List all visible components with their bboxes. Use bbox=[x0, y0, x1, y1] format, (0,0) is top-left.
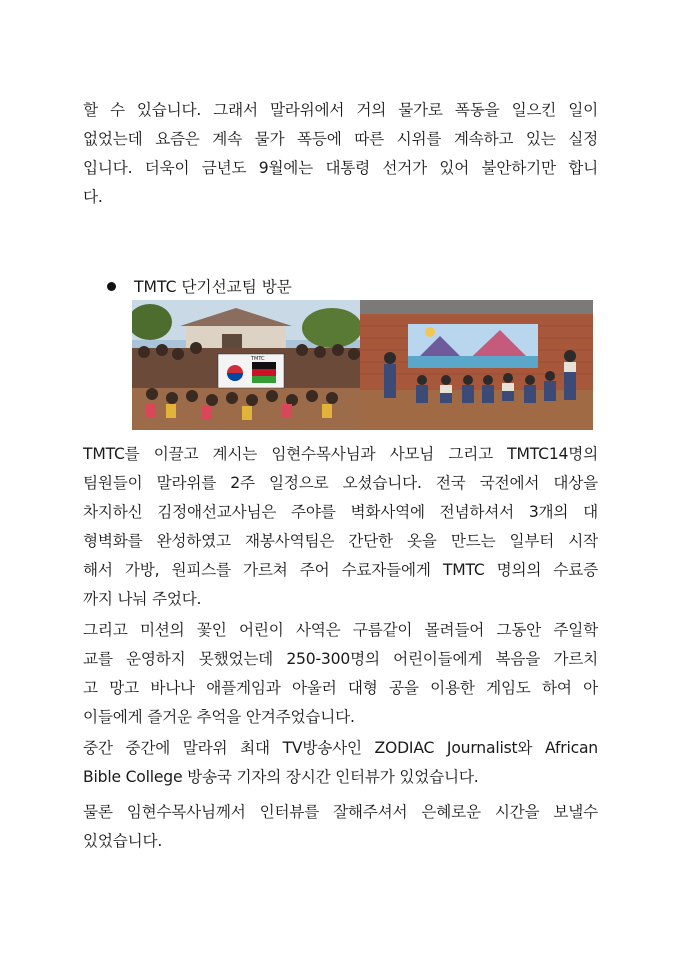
bullet-icon bbox=[107, 282, 116, 291]
paragraph-5-line: 있었습니다. bbox=[83, 832, 163, 850]
paragraph-1-line: 입니다. 더욱이 금년도 9월에는 대통령 선거가 있어 불안하기만 합니 bbox=[83, 159, 598, 177]
paragraph-3-line: 교를 운영하지 못했었는데 250-300명의 어린이들에게 복음을 가르치 bbox=[83, 650, 598, 668]
photo-strip bbox=[132, 300, 593, 430]
paragraph-2-line: 까지 나눠 주었다. bbox=[83, 590, 202, 608]
group-photo-with-flags bbox=[132, 300, 360, 430]
paragraph-2-line: 팀원들이 말라위를 2주 일정으로 오셨습니다. 전국 국전에서 대상을 bbox=[83, 474, 598, 492]
paragraph-4-line: 중간 중간에 말라위 최대 TV방송사인 ZODIAC Journalist와 African bbox=[83, 739, 598, 757]
mural-team-photo bbox=[360, 300, 593, 430]
paragraph-4-line: Bible College 방송국 기자의 장시간 인터뷰가 있었습니다. bbox=[83, 768, 479, 786]
paragraph-2 bbox=[83, 440, 598, 614]
paragraph-1-line: 할 수 있습니다. 그래서 말라위에서 거의 물가로 폭동을 일으킨 일이 bbox=[83, 101, 598, 119]
paragraph-5 bbox=[83, 798, 598, 856]
paragraph-3-line: 이들에게 즐거운 추억을 안겨주었습니다. bbox=[83, 708, 355, 726]
paragraph-1-line: 다. bbox=[83, 188, 103, 206]
section-bullet bbox=[107, 274, 292, 298]
paragraph-3 bbox=[83, 616, 598, 732]
paragraph-5-line: 물론 임현수목사님께서 인터뷰를 잘해주셔서 은혜로운 시간을 보낼수 bbox=[83, 803, 598, 821]
paragraph-2-line: 해서 가방, 원피스를 가르쳐 주어 수료자들에게 TMTC 명의의 수료증 bbox=[83, 561, 598, 579]
paragraph-1-line: 없었는데 요즘은 계속 물가 폭등에 따른 시위를 계속하고 있는 실정 bbox=[83, 130, 598, 148]
paragraph-2-line: 차지하신 김정애선교사님은 주야를 벽화사역에 전념하셔서 3개의 대 bbox=[83, 503, 598, 521]
paragraph-3-line: 그리고 미션의 꽃인 어린이 사역은 구름같이 몰려들어 그동안 주일학 bbox=[83, 621, 598, 639]
section-title: TMTC 단기선교팀 방문 bbox=[134, 278, 292, 296]
paragraph-4 bbox=[83, 734, 598, 792]
banner-text: TMTC bbox=[251, 356, 265, 362]
paragraph-2-line: TMTC를 이끌고 계시는 임현수목사님과 사모님 그리고 TMTC14명의 bbox=[83, 445, 598, 463]
paragraph-3-line: 고 망고 바나나 애플게임과 아울러 대형 공을 이용한 게임도 하여 아 bbox=[83, 679, 598, 697]
paragraph-1 bbox=[83, 96, 598, 212]
paragraph-2-line: 형벽화를 완성하였고 재봉사역팀은 간단한 옷을 만드는 일부터 시작 bbox=[83, 532, 598, 550]
